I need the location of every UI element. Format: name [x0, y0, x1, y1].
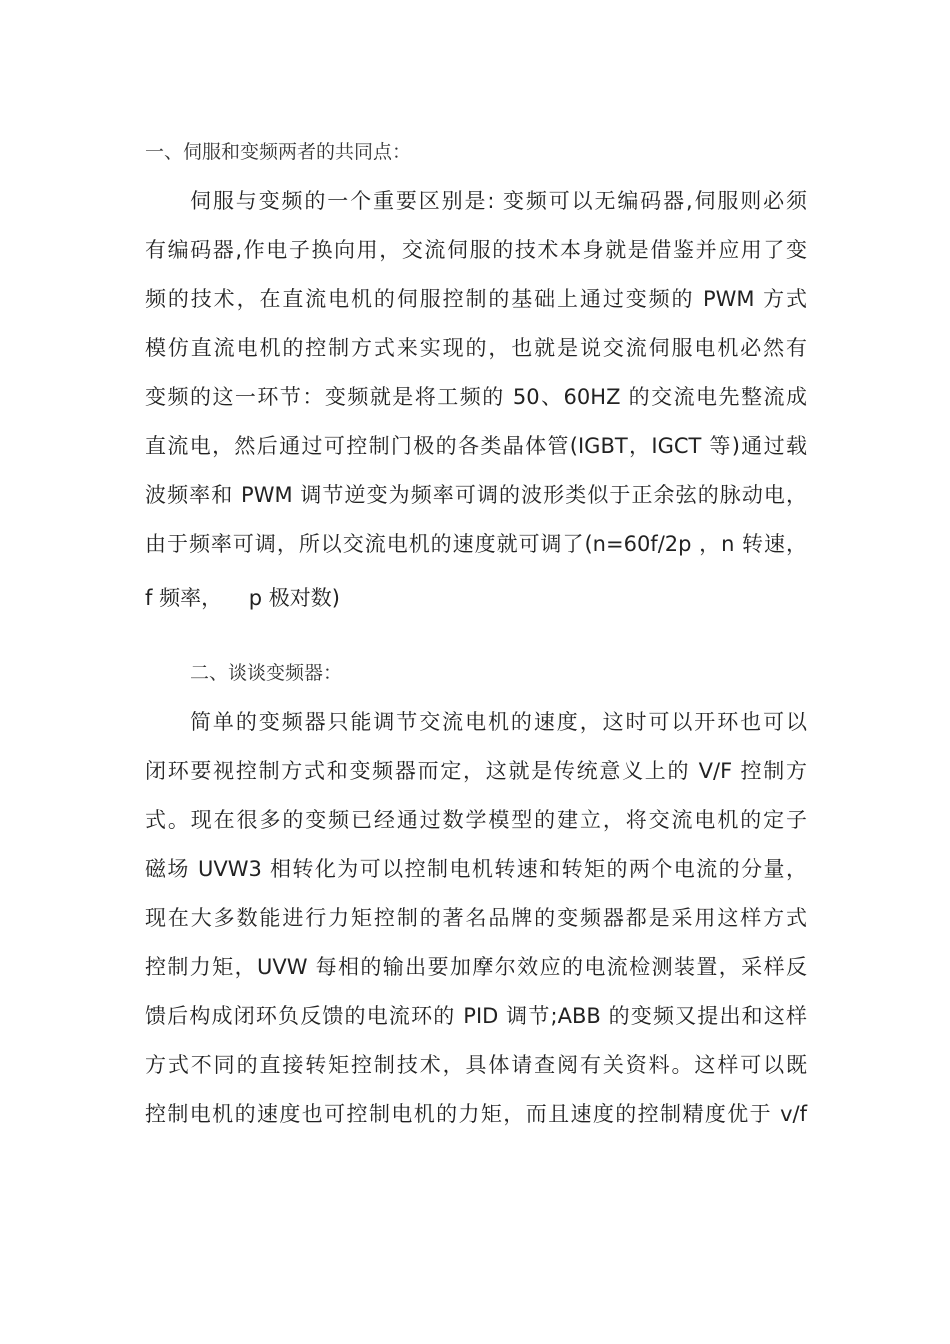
paragraph-line: 频的技术，在直流电机的伺服控制的基础上通过变频的 PWM 方式	[145, 287, 807, 311]
paragraph-line: 有编码器,作电子换向用，交流伺服的技术本身就是借鉴并应用了变	[145, 238, 807, 262]
paragraph-line: f 频率， p 极对数)	[145, 586, 340, 610]
section-1-heading: 一、伺服和变频两者的共同点：	[145, 141, 412, 163]
paragraph-line: 变频的这一环节：变频就是将工频的 50、60HZ 的交流电先整流成	[145, 385, 807, 409]
paragraph-line: 直流电，然后通过可控制门极的各类晶体管(IGBT，IGCT 等)通过载	[145, 434, 807, 458]
paragraph-line: 控制力矩，UVW 每相的输出要加摩尔效应的电流检测装置，采样反	[145, 955, 807, 979]
paragraph-line: 简单的变频器只能调节交流电机的速度，这时可以开环也可以	[190, 710, 807, 734]
paragraph-line: 闭环要视控制方式和变频器而定，这就是传统意义上的 V/F 控制方	[145, 759, 807, 783]
paragraph-line: 磁场 UVW3 相转化为可以控制电机转速和转矩的两个电流的分量，	[145, 857, 807, 881]
paragraph-line: 控制电机的速度也可控制电机的力矩，而且速度的控制精度优于 v/f	[145, 1102, 807, 1126]
paragraph-line: 伺服与变频的一个重要区别是: 变频可以无编码器,伺服则必须	[190, 189, 807, 213]
paragraph-line: 模仿直流电机的控制方式来实现的，也就是说交流伺服电机必然有	[145, 336, 807, 360]
paragraph-line: 方式不同的直接转矩控制技术，具体请查阅有关资料。这样可以既	[145, 1053, 807, 1077]
paragraph-line: 式。现在很多的变频已经通过数学模型的建立，将交流电机的定子	[145, 808, 807, 832]
paragraph-line: 由于频率可调，所以交流电机的速度就可调了(n=60f/2p ，n 转速，	[145, 532, 807, 556]
paragraph-line: 波频率和 PWM 调节逆变为频率可调的波形类似于正余弦的脉动电，	[145, 483, 807, 507]
section-2-heading: 二、谈谈变频器：	[190, 662, 343, 684]
paragraph-line: 馈后构成闭环负反馈的电流环的 PID 调节;ABB 的变频又提出和这样	[145, 1004, 807, 1028]
paragraph-line: 现在大多数能进行力矩控制的著名品牌的变频器都是采用这样方式	[145, 906, 807, 930]
